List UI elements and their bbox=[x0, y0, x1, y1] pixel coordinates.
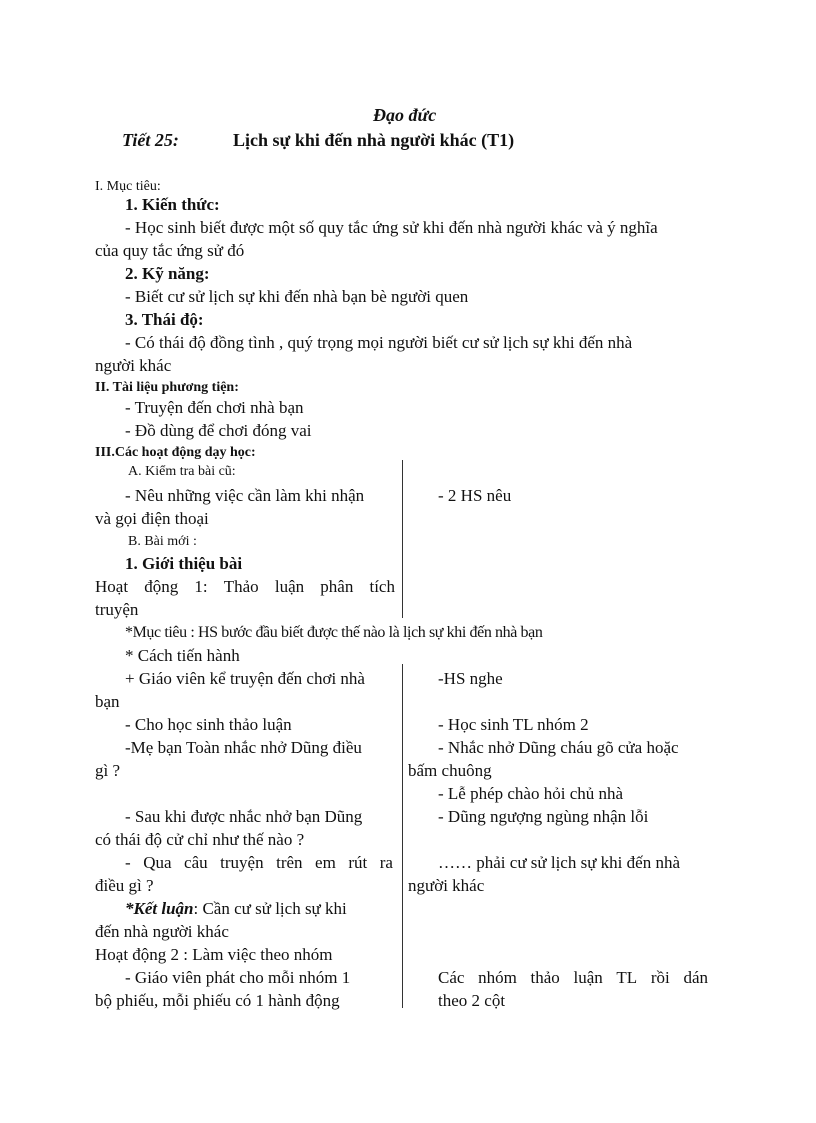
activity2-answer-line2: theo 2 cột bbox=[438, 991, 506, 1010]
knowledge-text-line2: của quy tắc ứng sử đó bbox=[95, 241, 245, 260]
column-divider-bottom bbox=[402, 664, 403, 1008]
materials-item-2: - Đồ dùng để chơi đóng vai bbox=[125, 421, 312, 440]
question2-line2: có thái độ cử chỉ như thế nào ? bbox=[95, 830, 305, 849]
answer2: - Dũng ngượng ngùng nhận lỗi bbox=[438, 807, 649, 826]
activity2-answer-line1: Các nhóm thảo luận TL rồi dán bbox=[438, 968, 708, 987]
skill-heading: 2. Kỹ năng: bbox=[125, 264, 210, 283]
attitude-heading: 3. Thái độ: bbox=[125, 310, 204, 329]
answer1-line1: - Nhắc nhở Dũng cháu gõ cửa hoặc bbox=[438, 738, 679, 757]
check-question-line2: và gọi điện thoại bbox=[95, 509, 209, 528]
question2-line1: - Sau khi được nhắc nhở bạn Dũng bbox=[125, 807, 363, 826]
story-answer: -HS nghe bbox=[438, 669, 503, 688]
check-answer: - 2 HS nêu bbox=[438, 486, 512, 505]
check-question-line1: - Nêu những việc cần làm khi nhận bbox=[125, 486, 365, 505]
attitude-text-line2: người khác bbox=[95, 356, 172, 375]
materials-item-1: - Truyện đến chơi nhà bạn bbox=[125, 398, 304, 417]
objective-text: *Mục tiêu : HS bước đầu biết được thế nào là lịch sự khi đến nhà bạn bbox=[125, 624, 543, 641]
introduction-heading: 1. Giới thiệu bài bbox=[125, 554, 243, 573]
activity2-task-line2: bộ phiếu, mỗi phiếu có 1 hành động bbox=[95, 991, 340, 1010]
story-line1: + Giáo viên kể truyện đến chơi nhà bbox=[125, 669, 365, 688]
section-activities-heading: III.Các hoạt động dạy học: bbox=[95, 445, 256, 460]
question3-line1: - Qua câu truyện trên em rút ra bbox=[125, 853, 393, 872]
subject-title: Đạo đức bbox=[373, 105, 437, 125]
new-lesson-heading: B. Bài mới : bbox=[128, 534, 197, 549]
story-line2: bạn bbox=[95, 692, 120, 711]
question1-line2: gì ? bbox=[95, 761, 121, 780]
activity1-line2: truyện bbox=[95, 600, 139, 619]
lesson-title: Lịch sự khi đến nhà người khác (T1) bbox=[233, 130, 515, 150]
activity2-task-line1: - Giáo viên phát cho mỗi nhóm 1 bbox=[125, 968, 351, 987]
conclusion-label: *Kết luận bbox=[125, 899, 194, 918]
answer3-line1: …… phải cư sử lịch sự khi đến nhà bbox=[438, 853, 680, 872]
activity1-line1: Hoạt động 1: Thảo luận phân tích bbox=[95, 577, 395, 596]
knowledge-heading: 1. Kiến thức: bbox=[125, 195, 220, 214]
conclusion-line2: đến nhà người khác bbox=[95, 922, 229, 941]
answer3-line2: người khác bbox=[408, 876, 485, 895]
question1-line1: -Mẹ bạn Toàn nhắc nhở Dũng điều bbox=[125, 738, 362, 757]
attitude-text-line1: - Có thái độ đồng tình , quý trọng mọi người biết cư sử lịch sự khi đến nhà bbox=[125, 333, 633, 352]
section-objectives-heading: I. Mục tiêu: bbox=[95, 179, 161, 194]
question3-line2: điều gì ? bbox=[95, 876, 154, 895]
answer1-line2: bấm chuông bbox=[408, 761, 492, 780]
discuss-text: - Cho học sinh thảo luận bbox=[125, 715, 292, 734]
method-heading: * Cách tiến hành bbox=[125, 646, 240, 665]
skill-text: - Biết cư sử lịch sự khi đến nhà bạn bè người quen bbox=[125, 287, 469, 306]
section-materials-heading: II. Tài liệu phương tiện: bbox=[95, 380, 239, 395]
lesson-number: Tiết 25: bbox=[122, 130, 179, 150]
column-divider-top bbox=[402, 460, 403, 618]
activity2-heading: Hoạt động 2 : Làm việc theo nhóm bbox=[95, 945, 333, 964]
answer1-line3: - Lễ phép chào hỏi chủ nhà bbox=[438, 784, 624, 803]
conclusion-line1: *Kết luận: Cần cư sử lịch sự khi bbox=[125, 899, 347, 918]
discuss-answer: - Học sinh TL nhóm 2 bbox=[438, 715, 589, 734]
knowledge-text-line1: - Học sinh biết được một số quy tắc ứng sử khi đến nhà người khác và ý nghĩa bbox=[125, 218, 658, 237]
check-old-lesson-heading: A. Kiểm tra bài cũ: bbox=[128, 464, 236, 479]
